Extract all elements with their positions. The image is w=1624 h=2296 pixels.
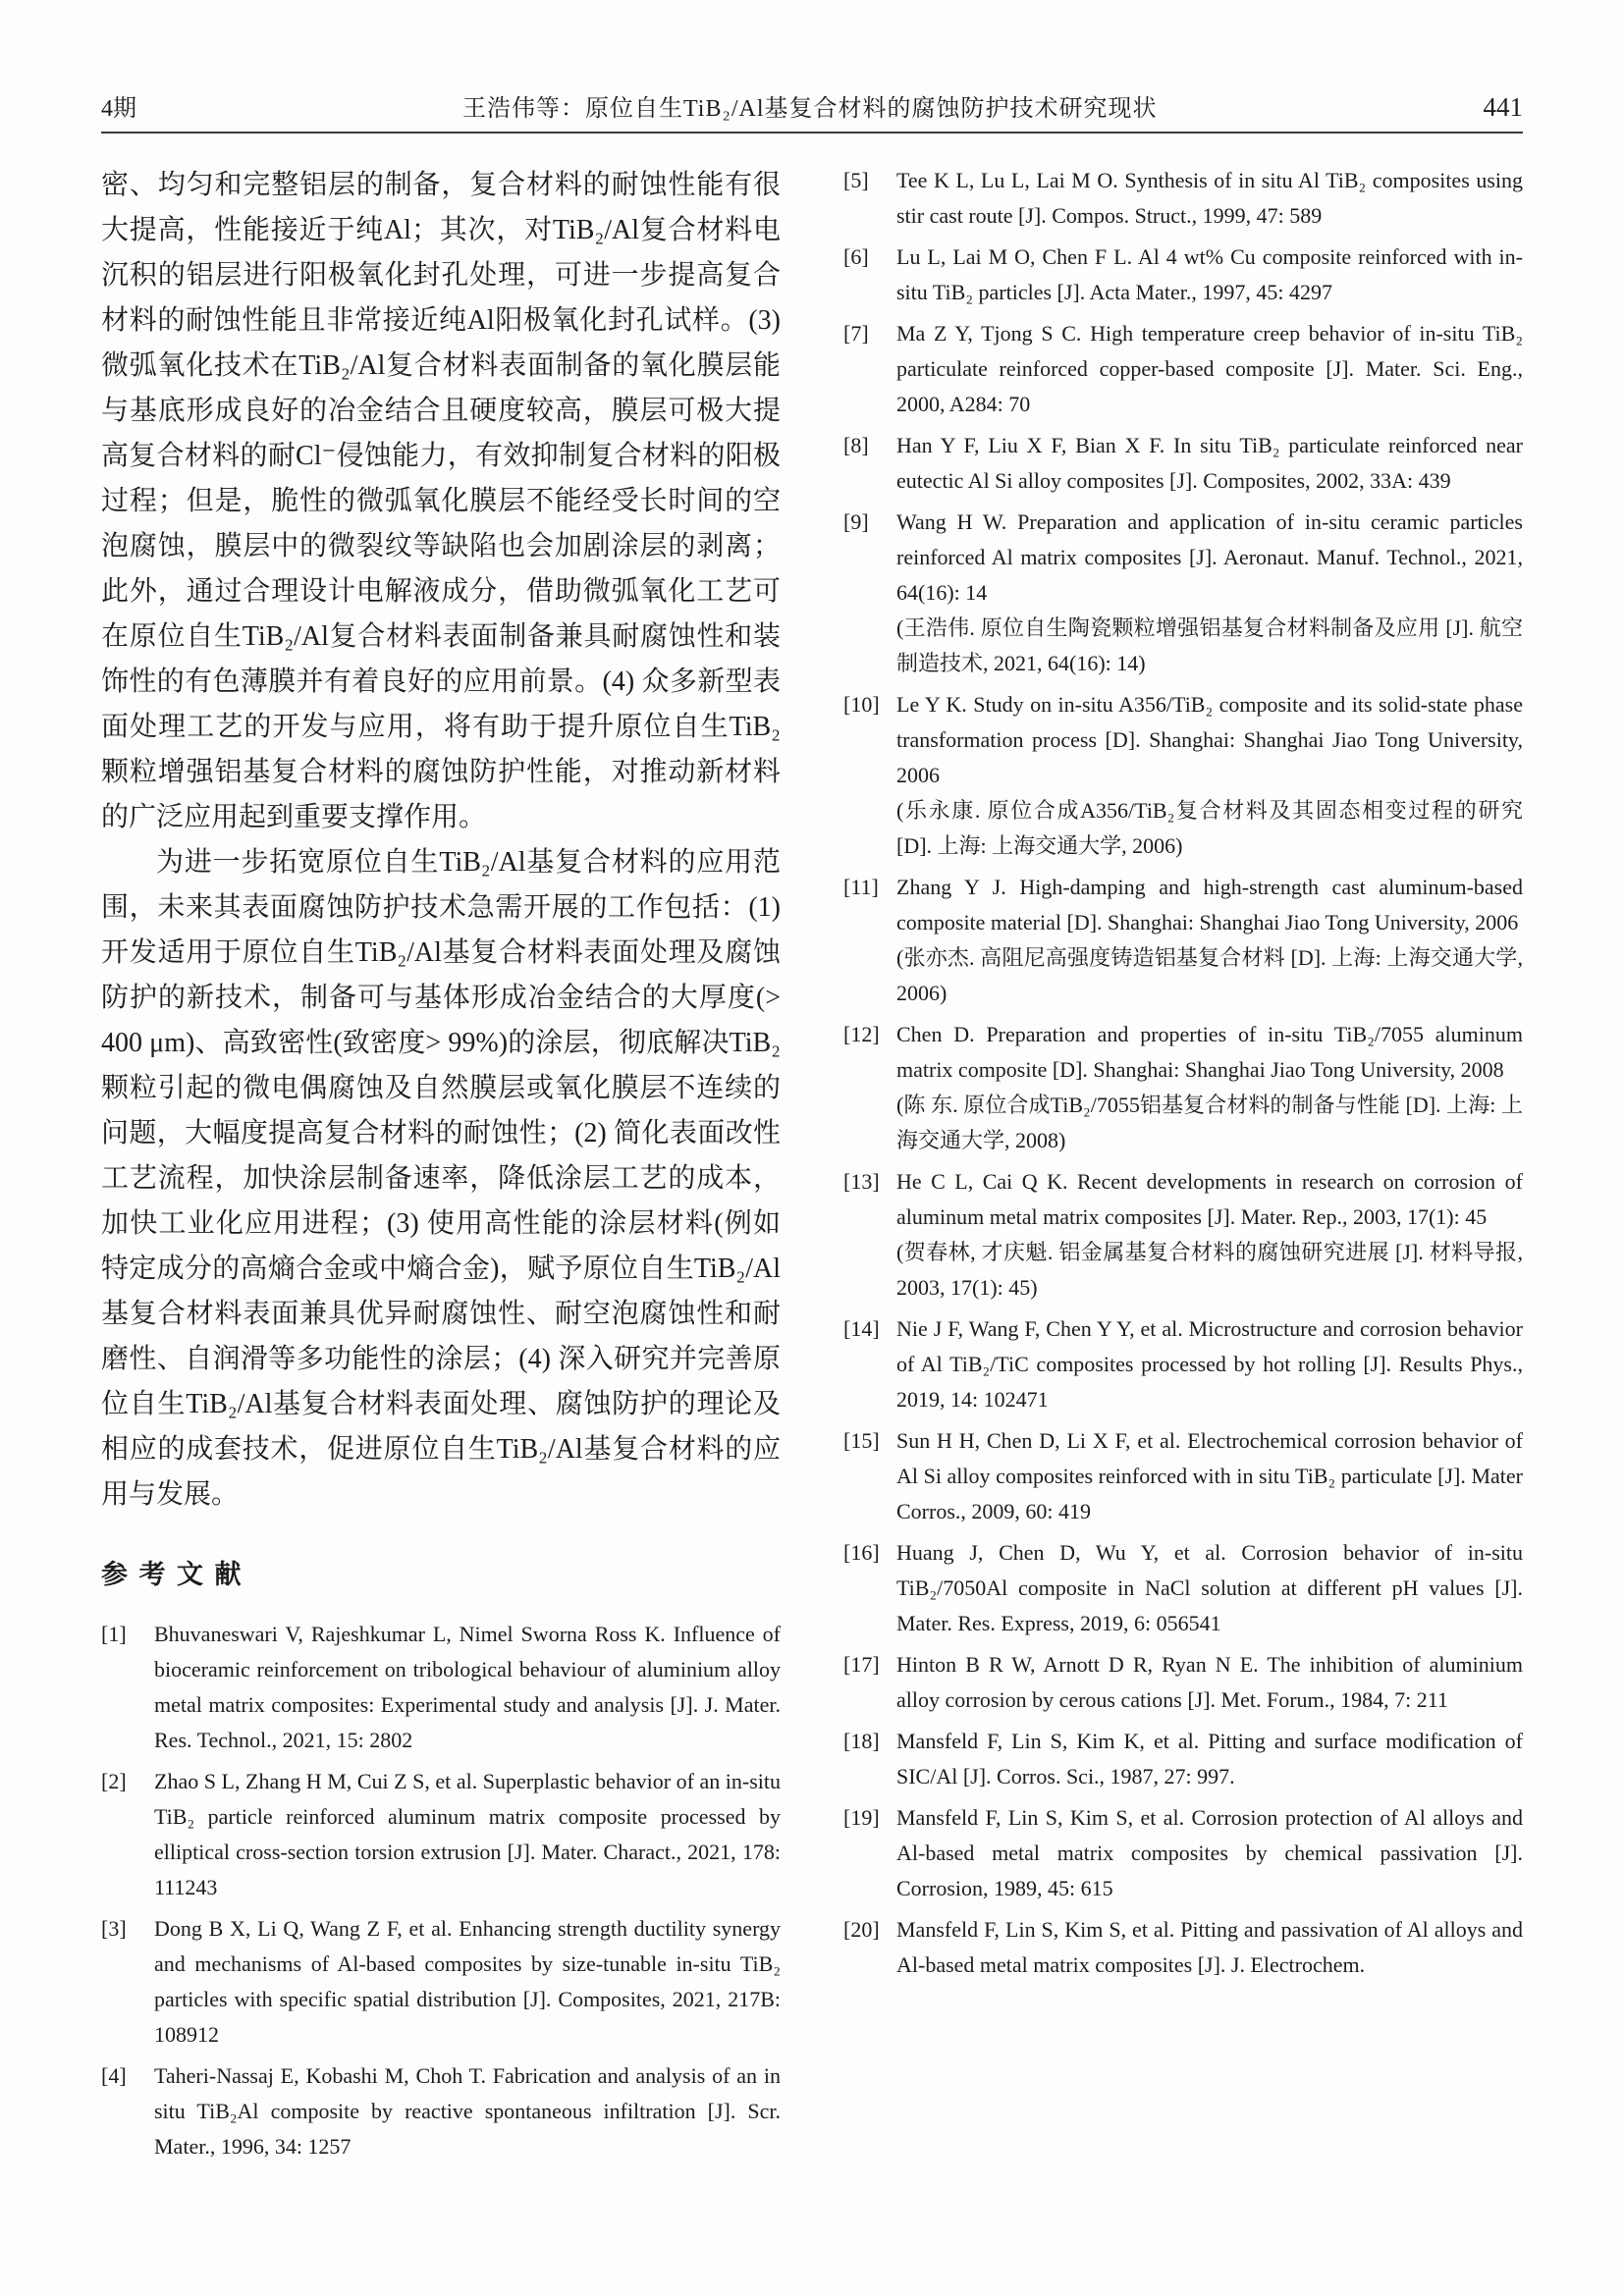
body-paragraph-2: 为进一步拓宽原位自生TiB₂/Al基复合材料的应用范围，未来其表面腐蚀防护技术急需开展的工作包括：(1) 开发适用于原位自生TiB₂/Al基复合材料表面处理及腐蚀防护的新技术，制备可与基体形成冶金结合的大厚度(> 400 μm)、高致密性(致密度> 99%)的涂层，彻底解决TiB₂颗粒引起的微电偶腐蚀及自然膜层或氧化膜层不连续的问题，大幅度提高复合材料的耐蚀性；(2) 简化表面改性工艺流程，加快涂层制备速率，降低涂层工艺的成本，加快工业化应用进程；(3) 使用高性能的涂层材料(例如特定成分的高熵合金或中熵合金)，赋予原位自生TiB₂/Al基复合材料表面兼具优异耐腐蚀性、耐空泡腐蚀性和耐磨性、自润滑等多功能性的涂层；(4) 深入研究并完善原位自生TiB₂/Al基复合材料表面处理、腐蚀防护的理论及相应的成套技术，促进原位自生TiB₂/Al基复合材料的应用与发展。: [101, 847, 781, 1510]
reference-number: [5]: [843, 168, 869, 192]
reference-number: [3]: [101, 1916, 127, 1941]
reference-text-en: Hinton B R W, Arnott D R, Ryan N E. The inhibition of aluminium alloy corrosion by cerous cations [J]. Met. Forum., 1984, 7: 211: [896, 1652, 1523, 1712]
reference-item: [843, 505, 1523, 681]
reference-text: [896, 870, 1523, 1011]
reference-item: [843, 316, 1523, 422]
reference-number: [16]: [843, 1540, 880, 1565]
reference-item: [843, 1017, 1523, 1158]
reference-text-en: Mansfeld F, Lin S, Kim S, et al. Corrosion protection of Al alloys and Al-based metal matrix composites by chemical passivation [J]. Corrosion, 1989, 45: 615: [896, 1805, 1523, 1900]
reference-item: [843, 240, 1523, 310]
reference-item: [843, 1164, 1523, 1306]
reference-text-en: Chen D. Preparation and properties of in-situ TiB₂/7055 aluminum matrix composite [D]. Shanghai: Shanghai Jiao Tong University, 2008: [896, 1022, 1523, 1082]
reference-text-en: Bhuvaneswari V, Rajeshkumar L, Nimel Sworna Ross K. Influence of bioceramic reinforcement on tribological behaviour of aluminium alloy metal matrix composites: Experimental study and analysis [J]. J. Mater. Res. Technol., 2021, 15: 2802: [154, 1622, 781, 1752]
reference-item: [843, 1800, 1523, 1906]
issue-number: 4期: [101, 96, 136, 122]
reference-number: [8]: [843, 433, 869, 457]
reference-number: [14]: [843, 1316, 880, 1341]
reference-text: [154, 1764, 781, 1905]
left-column: [101, 163, 781, 2170]
reference-item: [843, 1912, 1523, 1983]
reference-number: [12]: [843, 1022, 880, 1046]
reference-text-cn: (贺春林, 才庆魁. 铝金属基复合材料的腐蚀研究进展 [J]. 材料导报, 2003, 17(1): 45): [896, 1240, 1523, 1300]
reference-item: [843, 1311, 1523, 1417]
right-column: [843, 163, 1523, 2170]
reference-item: [843, 1724, 1523, 1794]
reference-text: [154, 1617, 781, 1758]
reference-text-en: Sun H H, Chen D, Li X F, et al. Electrochemical corrosion behavior of Al Si alloy composites reinforced with in situ TiB₂ particulate [J]. Mater Corros., 2009, 60: 419: [896, 1428, 1523, 1523]
reference-text-en: Nie J F, Wang F, Chen Y Y, et al. Microstructure and corrosion behavior of Al TiB₂/TiC composites processed by hot rolling [J]. Results Phys., 2019, 14: 102471: [896, 1316, 1523, 1412]
body-paragraph-1: 密、均匀和完整铝层的制备，复合材料的耐蚀性能有很大提高，性能接近于纯Al；其次，对TiB₂/Al复合材料电沉积的铝层进行阳极氧化封孔处理，可进一步提高复合材料的耐蚀性能且非常接近纯Al阳极氧化封孔试样。(3) 微弧氧化技术在TiB₂/Al复合材料表面制备的氧化膜层能与基底形成良好的冶金结合且硬度较高，膜层可极大提高复合材料的耐Cl⁻侵蚀能力，有效抑制复合材料的阳极过程；但是，脆性的微弧氧化膜层不能经受长时间的空泡腐蚀，膜层中的微裂纹等缺陷也会加剧涂层的剥离；此外，通过合理设计电解液成分，借助微弧氧化工艺可在原位自生TiB₂/Al复合材料表面制备兼具耐腐蚀性和装饰性的有色薄膜并有着良好的应用前景。(4) 众多新型表面处理工艺的开发与应用，将有助于提升原位自生TiB₂颗粒增强铝基复合材料的腐蚀防护性能，对推动新材料的广泛应用起到重要支撑作用。: [101, 170, 781, 832]
reference-text-en: Zhao S L, Zhang H M, Cui Z S, et al. Superplastic behavior of an in-situ TiB₂ particle reinforced aluminum matrix composite processed by elliptical cross-section torsion extrusion [J]. Mater. Charact., 2021, 178: 111243: [154, 1769, 781, 1899]
reference-text: [896, 428, 1523, 499]
reference-item: [101, 1617, 781, 1758]
reference-item: [843, 1423, 1523, 1529]
reference-number: [17]: [843, 1652, 880, 1677]
reference-number: [1]: [101, 1622, 127, 1646]
reference-text-en: Mansfeld F, Lin S, Kim S, et al. Pitting and passivation of Al alloys and Al-based metal matrix composites [J]. J. Electrochem.: [896, 1917, 1523, 1977]
reference-number: [10]: [843, 692, 880, 717]
page-content: [101, 163, 1523, 2170]
reference-text-en: Le Y K. Study on in-situ A356/TiB₂ composite and its solid-state phase transformation process [D]. Shanghai: Shanghai Jiao Tong University, 2006: [896, 692, 1523, 787]
references-list-right: [843, 163, 1523, 1983]
running-title: 王浩伟等：原位自生TiB₂/Al基复合材料的腐蚀防护技术研究现状: [461, 96, 1158, 122]
reference-text-en: Mansfeld F, Lin S, Kim K, et al. Pitting and surface modification of SIC/Al [J]. Corros. Sci., 1987, 27: 997.: [896, 1729, 1523, 1789]
reference-item: [101, 1911, 781, 2053]
reference-number: [13]: [843, 1169, 880, 1194]
references-heading: 参 考 文 献: [101, 1560, 244, 1589]
reference-text-cn: (陈 东. 原位合成TiB₂/7055铝基复合材料的制备与性能 [D]. 上海: 上海交通大学, 2008): [896, 1093, 1523, 1152]
reference-text: [154, 1911, 781, 2053]
reference-item: [843, 1647, 1523, 1718]
reference-text: [896, 1311, 1523, 1417]
page-number: 441: [1483, 92, 1523, 122]
reference-text: [896, 1647, 1523, 1718]
reference-text: [896, 1724, 1523, 1794]
reference-text-en: Zhang Y J. High-damping and high-strength cast aluminum-based composite material [D]. Shanghai: Shanghai Jiao Tong University, 2006: [896, 875, 1523, 934]
reference-item: [843, 428, 1523, 499]
reference-text: [154, 2058, 781, 2164]
reference-number: [20]: [843, 1917, 880, 1942]
reference-text: [896, 316, 1523, 422]
reference-number: [9]: [843, 509, 869, 534]
reference-number: [19]: [843, 1805, 880, 1830]
reference-number: [2]: [101, 1769, 127, 1793]
reference-text-en: Han Y F, Liu X F, Bian X F. In situ TiB₂ particulate reinforced near eutectic Al Si alloy composites [J]. Composites, 2002, 33A: 439: [896, 433, 1523, 493]
reference-number: [18]: [843, 1729, 880, 1753]
reference-item: [843, 687, 1523, 864]
reference-text-en: Wang H W. Preparation and application of in-situ ceramic particles reinforced Al matrix composites [J]. Aeronaut. Manuf. Technol., 2021, 64(16): 14: [896, 509, 1523, 605]
reference-text-en: He C L, Cai Q K. Recent developments in research on corrosion of aluminum metal matrix composites [J]. Mater. Rep., 2003, 17(1): 45: [896, 1169, 1523, 1229]
reference-text-en: Huang J, Chen D, Wu Y, et al. Corrosion behavior of in-situ TiB₂/7050Al composite in NaCl solution at different pH values [J]. Mater. Res. Express, 2019, 6: 056541: [896, 1540, 1523, 1635]
reference-text: [896, 1912, 1523, 1983]
reference-number: [6]: [843, 244, 869, 269]
reference-text-en: Dong B X, Li Q, Wang Z F, et al. Enhancing strength ductility synergy and mechanisms of Al-based composites by size-tunable in-situ TiB₂ particles with specific spatial distribution [J]. Composites, 2021, 217B: 108912: [154, 1916, 781, 2047]
reference-text-en: Tee K L, Lu L, Lai M O. Synthesis of in situ Al TiB₂ composites using stir cast route [J]. Compos. Struct., 1999, 47: 589: [896, 168, 1523, 228]
reference-text-en: Taheri-Nassaj E, Kobashi M, Choh T. Fabrication and analysis of an in situ TiB₂Al composite by reactive spontaneous infiltration [J]. Scr. Mater., 1996, 34: 1257: [154, 2063, 781, 2159]
reference-number: [4]: [101, 2063, 127, 2088]
reference-item: [843, 870, 1523, 1011]
reference-text-cn: (王浩伟. 原位自生陶瓷颗粒增强铝基复合材料制备及应用 [J]. 航空制造技术, 2021, 64(16): 14): [896, 615, 1523, 675]
reference-number: [15]: [843, 1428, 880, 1453]
reference-item: [843, 1535, 1523, 1641]
reference-item: [101, 1764, 781, 1905]
reference-number: [11]: [843, 875, 879, 899]
reference-item: [101, 2058, 781, 2164]
reference-text: [896, 1800, 1523, 1906]
reference-text: [896, 1017, 1523, 1158]
reference-text: [896, 1423, 1523, 1529]
reference-text: [896, 1164, 1523, 1306]
reference-item: [843, 163, 1523, 234]
references-list-left: [101, 1617, 781, 2164]
page-header: [101, 88, 1523, 133]
reference-text: [896, 505, 1523, 681]
reference-text-cn: (张亦杰. 高阻尼高强度铸造铝基复合材料 [D]. 上海: 上海交通大学, 2006): [896, 945, 1523, 1005]
reference-text-en: Lu L, Lai M O, Chen F L. Al 4 wt% Cu composite reinforced with in-situ TiB₂ particles [J]. Acta Mater., 1997, 45: 4297: [896, 244, 1523, 304]
reference-number: [7]: [843, 321, 869, 346]
reference-text-cn: (乐永康. 原位合成A356/TiB₂复合材料及其固态相变过程的研究 [D]. 上海: 上海交通大学, 2006): [896, 798, 1523, 858]
reference-text: [896, 240, 1523, 310]
reference-text: [896, 687, 1523, 864]
reference-text: [896, 1535, 1523, 1641]
reference-text-en: Ma Z Y, Tjong S C. High temperature creep behavior of in-situ TiB₂ particulate reinforced copper-based composite [J]. Mater. Sci. Eng., 2000, A284: 70: [896, 321, 1523, 416]
reference-text: [896, 163, 1523, 234]
